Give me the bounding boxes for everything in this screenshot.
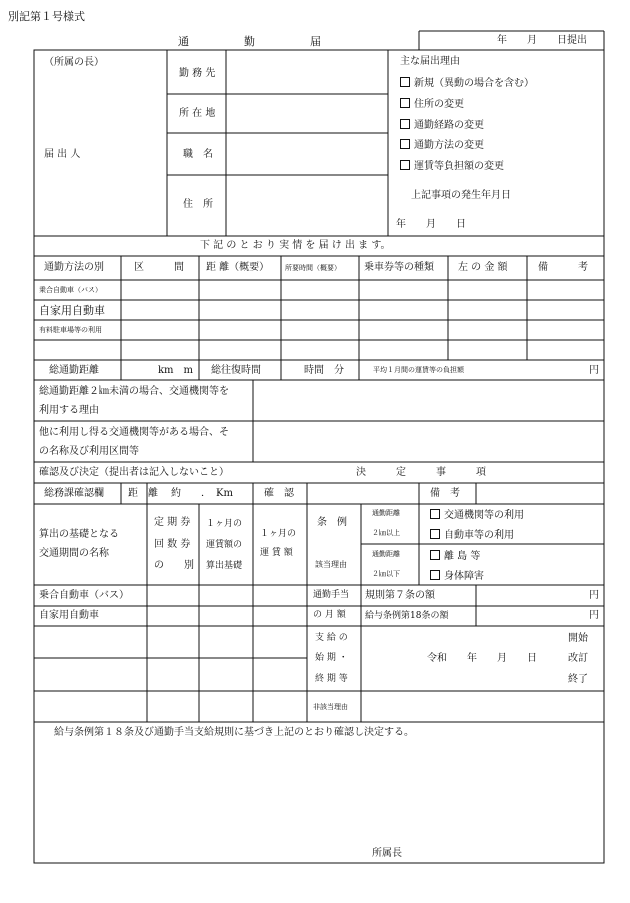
checkbox-icon[interactable]	[400, 119, 410, 129]
other-transport-reason: の名称及び利用区間等	[39, 446, 139, 457]
position-label: 職 名	[183, 149, 213, 160]
notes-label: 備 考	[430, 488, 460, 499]
route-method: 自家用自動車	[39, 304, 105, 317]
checkbox-icon[interactable]	[430, 550, 440, 560]
route-method: 乗合自動車（バス）	[39, 286, 102, 294]
basis-label: 算出の基礎となる	[39, 529, 119, 540]
payment-period-label: 支 給 の	[315, 633, 348, 643]
confirmation-label: 確認及び決定（提出者は記入しないこと）	[39, 467, 229, 478]
monthly-fare-label: １ヶ月の	[260, 529, 297, 539]
ord18-label: 給与条例第18条の額	[365, 611, 449, 621]
checkbox-icon[interactable]	[400, 160, 410, 170]
payment-period-label: 始 期 ・	[315, 653, 348, 663]
payment-status: 終了	[568, 674, 588, 685]
pass-type: 回 数 券	[154, 539, 191, 550]
intro-text: 下 記 の と お り 実 情 を 届 け 出 ま す。	[200, 240, 391, 251]
route-header: 通勤方法の別	[44, 262, 104, 273]
checkbox-icon[interactable]	[430, 529, 440, 539]
location-label: 所 在 地	[179, 108, 216, 119]
bus-label: 乗合自動車（バス）	[39, 590, 129, 601]
occurrence-date: 年 月 日	[396, 219, 466, 230]
route-header: 乗車券等の種類	[364, 262, 434, 273]
distance-over-label: ２㎞以上	[372, 529, 400, 537]
distance-over-label: 通勤距離	[372, 509, 400, 517]
confirm-label: 確 認	[264, 488, 294, 499]
superior-label: （所属の長）	[44, 57, 104, 68]
reiwa-date: 令和 年 月 日	[427, 653, 537, 664]
reason-option[interactable]: 通勤方法の変更	[400, 139, 484, 151]
form-title: 通 勤 届	[178, 35, 321, 48]
checkbox-icon[interactable]	[400, 139, 410, 149]
route-header: 所要時間（概要）	[285, 264, 341, 272]
car-label: 自家用自動車	[39, 610, 99, 621]
applicable-reason-label: 該当理由	[315, 560, 347, 569]
checkbox-icon[interactable]	[400, 98, 410, 108]
other-transport-reason: 他に利用し得る交通機関等がある場合、そ	[39, 427, 229, 438]
yen-unit: 円	[589, 610, 599, 621]
over-option[interactable]: 交通機関等の利用	[430, 509, 524, 521]
decision-statement: 給与条例第１８条及び通勤手当支給規則に基づき上記のとおり確認し決定する。	[54, 727, 414, 738]
about-km: 約 ． Km	[171, 488, 233, 499]
round-trip-label: 総往復時間	[211, 365, 261, 376]
calc-basis: １ヶ月の	[206, 519, 243, 529]
payment-status: 開始	[568, 633, 588, 644]
route-header: 備 考	[538, 262, 588, 273]
reason-option[interactable]: 通勤経路の変更	[400, 119, 484, 131]
checkbox-icon[interactable]	[400, 77, 410, 87]
calc-basis: 算出基礎	[206, 561, 243, 571]
chief-label: 所属長	[372, 848, 402, 859]
not-applicable-label: 非該当理由	[313, 703, 348, 711]
monthly-burden-label: 平均１月間の運賃等の負担額	[373, 366, 464, 374]
route-method: 有料駐車場等の利用	[39, 326, 102, 334]
under-option[interactable]: 離 島 等	[430, 550, 480, 562]
submission-date: 年 月 日提出	[497, 35, 587, 46]
time-unit: 時間 分	[304, 365, 344, 376]
basis-label: 交通期間の名称	[39, 548, 109, 559]
checkbox-icon[interactable]	[430, 509, 440, 519]
distance-unit: km m	[158, 365, 194, 376]
payment-status: 改訂	[568, 653, 588, 664]
reason-option[interactable]: 運賃等負担額の変更	[400, 160, 504, 172]
allowance-label: 通勤手当	[313, 590, 350, 600]
short-distance-reason: 総通勤距離２㎞未満の場合、交通機関等を	[39, 386, 229, 397]
pass-type: の 別	[154, 560, 194, 571]
form-number: 別記第１号様式	[8, 10, 85, 23]
pass-type: 定 期 券	[154, 517, 191, 528]
address-label: 住 所	[183, 199, 213, 210]
payment-period-label: 終 期 等	[315, 674, 348, 684]
calc-basis: 運賃額の	[206, 540, 243, 550]
decision-label: 決 定 事 項	[356, 467, 486, 478]
total-distance-label: 総通勤距離	[49, 365, 99, 376]
yen-unit: 円	[589, 590, 599, 601]
distance-under-label: ２㎞以下	[372, 570, 400, 578]
short-distance-reason: 利用する理由	[39, 405, 99, 416]
route-header: 距 離（概要）	[206, 262, 270, 273]
distance-under-label: 通勤距離	[372, 550, 400, 558]
yen-unit: 円	[589, 365, 599, 376]
dept-confirm-label: 総務課確認欄	[44, 488, 104, 499]
allowance-label: の 月 額	[313, 610, 346, 620]
workplace-label: 勤 務 先	[179, 68, 216, 79]
reason-option[interactable]: 新規（異動の場合を含む）	[400, 77, 534, 89]
occurrence-label: 上記事項の発生年月日	[411, 190, 511, 201]
route-header: 左 の 金 額	[458, 262, 508, 273]
ordinance-label: 条 例	[317, 517, 347, 528]
distance-label: 距 離	[128, 488, 158, 499]
monthly-fare-label: 運 賃 額	[260, 548, 293, 558]
reason-option[interactable]: 住所の変更	[400, 98, 464, 110]
route-header: 区 間	[134, 262, 184, 273]
reasons-title: 主な届出理由	[400, 56, 460, 67]
under-option[interactable]: 身体障害	[430, 570, 484, 582]
checkbox-icon[interactable]	[430, 570, 440, 580]
applicant-label: 届 出 人	[44, 149, 81, 160]
over-option[interactable]: 自動車等の利用	[430, 529, 514, 541]
rule7-label: 規則第７条の額	[365, 590, 435, 601]
